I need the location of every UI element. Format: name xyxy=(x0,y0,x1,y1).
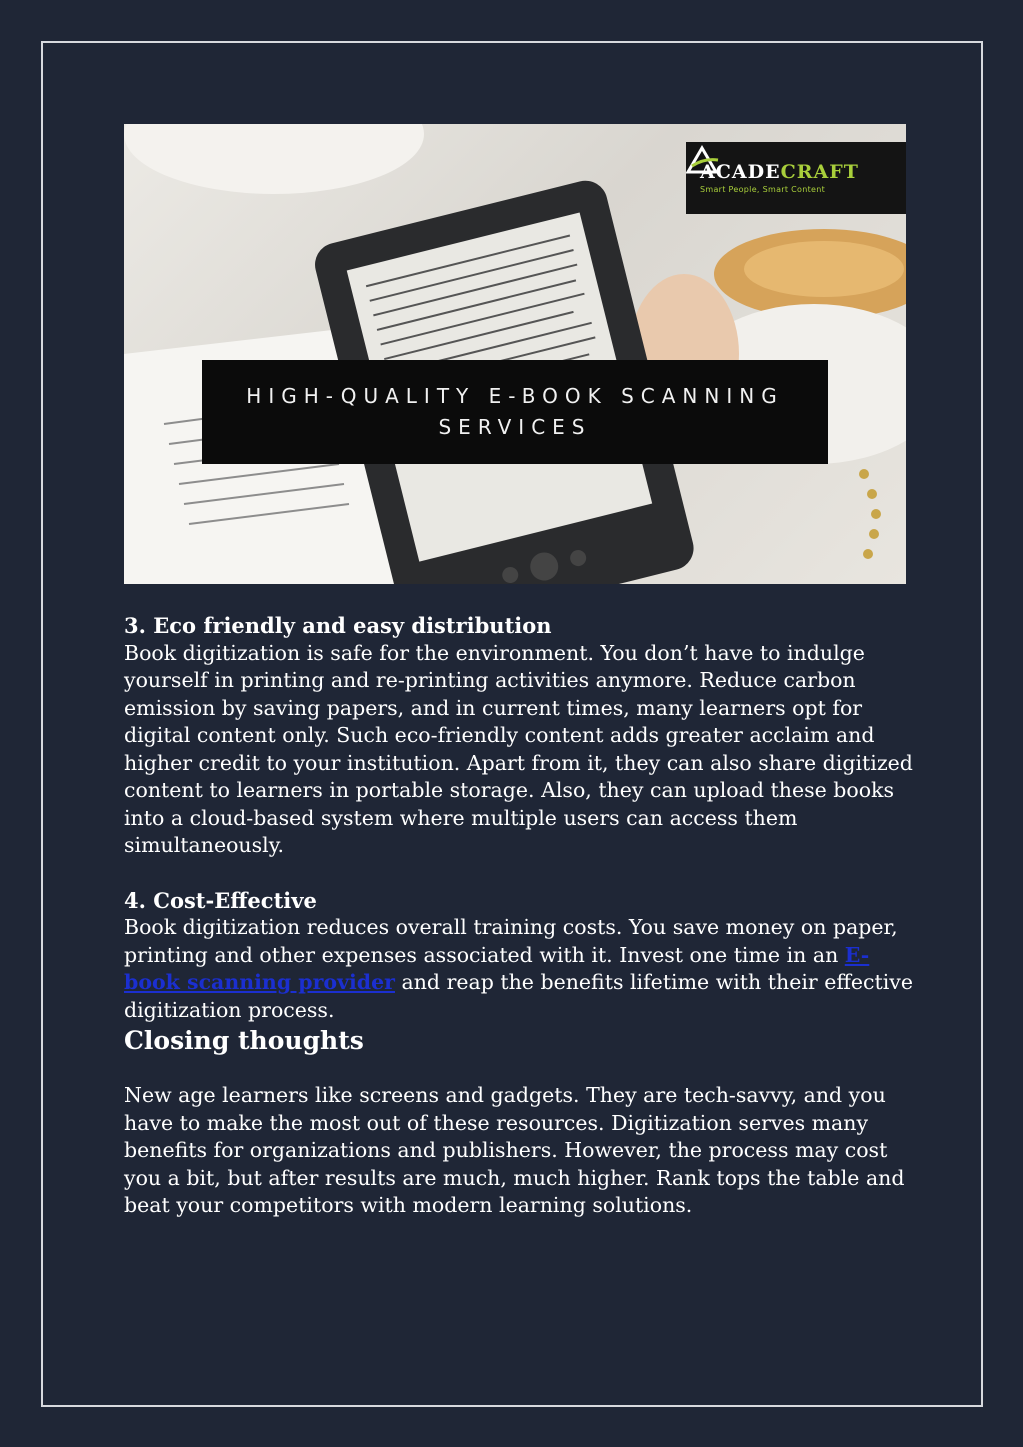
section-4-heading: 4. Cost-Effective xyxy=(124,887,317,913)
closing-heading: Closing thoughts xyxy=(124,1026,364,1055)
article-body xyxy=(124,612,914,1220)
banner-line-1: HIGH-QUALITY E-BOOK SCANNING xyxy=(246,384,784,408)
closing-text: New age learners like screens and gadgets. They are tech-savvy, and you have to make the most out of these resources. Digitization serves many benefits for organizations and publishers. However, the process may cost you a bit, but after results are much, much higher. Rank tops the table and beat your competitors with modern learning solutions. xyxy=(124,1083,905,1217)
logo-tagline: Smart People, Smart Content xyxy=(700,184,826,194)
ebook-scanning-provider-link[interactable]: E-book scanning provider xyxy=(124,942,870,994)
acadecraft-logo xyxy=(686,142,906,214)
section-4-text-before-link: Book digitization reduces overall training costs. You save money on paper, printing and other expenses associated with it. Invest one time in an xyxy=(124,915,898,967)
hero-image xyxy=(124,124,906,584)
logo-name-part2: CRAFT xyxy=(780,160,859,183)
banner-line-2: SERVICES xyxy=(438,415,592,439)
logo-mark-icon xyxy=(686,142,720,176)
section-4-text-after-link: and reap the benefits lifetime with their effective digitization process. xyxy=(124,970,914,1022)
section-3-heading: 3. Eco friendly and easy distribution xyxy=(124,613,552,638)
hero-banner xyxy=(202,360,828,464)
section-3-text: Book digitization is safe for the environment. You don’t have to indulge yourself in printing and re-printing activities anymore. Reduce carbon emission by saving papers, and in current times, many learners opt for digital content only. Such eco-friendly content adds greater acclaim and higher credit to your institution. Apart from it, they can also share digitized content to learners in portable storage. Also, they can upload these books into a cloud-based system where multiple users can access them simultaneously. xyxy=(124,640,913,857)
section-4-text xyxy=(124,914,914,1024)
logo-name-part1: ACADE xyxy=(700,160,781,183)
